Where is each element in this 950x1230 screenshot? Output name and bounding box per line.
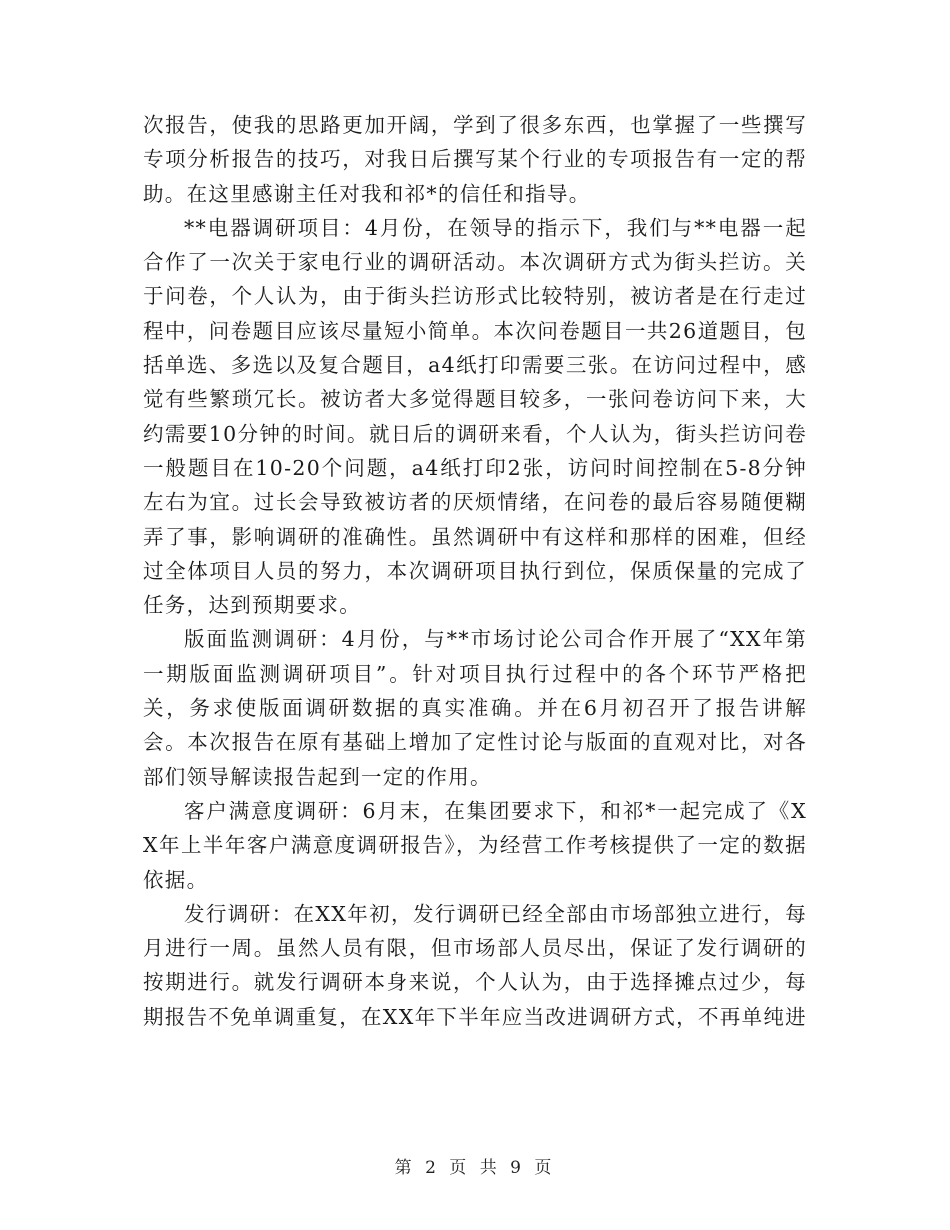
- paragraph-continuation: 次报告，使我的思路更加开阔，学到了很多东西，也掌握了一些撰写专项分析报告的技巧，对我日后撰写某个行业的专项报告有一定的帮助。在这里感谢主任对我和祁*的信任和指导。: [143, 113, 807, 206]
- document-body: [143, 108, 807, 1034]
- page-number-footer: 第 2 页 共 9 页: [394, 1158, 556, 1178]
- paragraph-distribution-survey: 发行调研：在XX年初，发行调研已经全部由市场部独立进行，每月进行一周。虽然人员有限，但市场部人员尽出，保证了发行调研的按期进行。就发行调研本身来说，个人认为，由于选择摊点过少，每期报告不免单调重复，在XX年下半年应当改进调研方式，不再单纯进: [143, 901, 807, 1029]
- paragraph-appliance-survey: **电器调研项目：4月份，在领导的指示下，我们与**电器一起合作了一次关于家电行业的调研活动。本次调研方式为街头拦访。关于问卷，个人认为，由于街头拦访形式比较特别，被访者是在行走过程中，问卷题目应该尽量短小简单。本次问卷题目一共26道题目，包括单选、多选以及复合题目，a4纸打印需要三张。在访问过程中，感觉有些繁琐冗长。被访者大多觉得题目较多，一张问卷访问下来，大约需要10分钟的时间。就日后的调研来看，个人认为，街头拦访问卷一般题目在10-20个问题，a4纸打印2张，访问时间控制在5-8分钟左右为宜。过长会导致被访者的厌烦情绪，在问卷的最后容易随便糊弄了事，影响调研的准确性。虽然调研中有这样和那样的困难，但经过全体项目人员的努力，本次调研项目执行到位，保质保量的完成了任务，达到预期要求。: [143, 215, 807, 618]
- paragraph-customer-satisfaction: 客户满意度调研：6月末，在集团要求下，和祁*一起完成了《XX年上半年客户满意度调研报告》，为经营工作考核提供了一定的数据依据。: [143, 798, 807, 892]
- paragraph-layout-monitoring: 版面监测调研：4月份，与**市场讨论公司合作开展了“XX年第一期版面监测调研项目”。针对项目执行过程中的各个环节严格把关，务求使版面调研数据的真实准确。并在6月初召开了报告讲解会。本次报告在原有基础上增加了定性讨论与版面的直观对比，对各部们领导解读报告起到一定的作用。: [143, 627, 807, 789]
